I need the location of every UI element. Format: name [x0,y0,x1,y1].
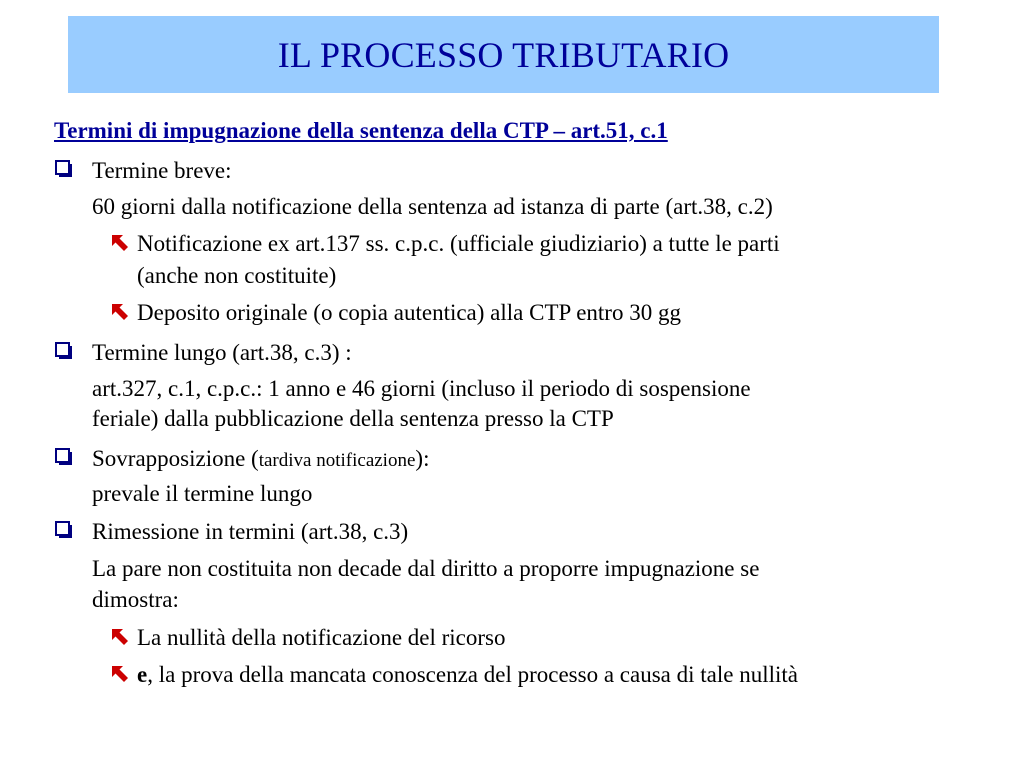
breve-sub-1-line-1: Notificazione ex art.137 ss. c.p.c. (ufficiale giudiziario) a tutte le parti [137,231,780,256]
arrow-up-left-bullet-icon [110,627,130,647]
rimessione-sub-2-bold: e [137,662,148,687]
checkbox-bullet-icon [55,342,73,360]
termine-breve-label: Termine breve: [92,158,232,183]
rimessione-sub-2-rest: , la prova della mancata conoscenza del processo a causa di tale nullità [147,662,798,687]
sovrapposizione-desc: prevale il termine lungo [92,481,313,506]
sovrapposizione-label [92,445,429,474]
termine-lungo-desc-line-1: art.327, c.1, c.p.c.: 1 anno e 46 giorni (incluso il periodo di sospensione [92,376,751,401]
rimessione-label: Rimessione in termini (art.38, c.3) [92,519,409,544]
termine-lungo-label: Termine lungo (art.38, c.3) : [92,340,352,365]
rimessione-sub-2 [137,661,798,688]
arrow-up-left-bullet-icon [110,664,130,684]
checkbox-bullet-icon [55,448,73,466]
checkbox-bullet-icon [55,521,73,539]
sovrapposizione-main: Sovrapposizione ( [92,446,259,471]
breve-sub-1-line-2: (anche non costituite) [137,263,337,288]
slide-title: IL PROCESSO TRIBUTARIO [277,34,730,75]
breve-sub-2: Deposito originale (o copia autentica) alla CTP entro 30 gg [137,300,681,325]
rimessione-desc-line-1: La pare non costituita non decade dal diritto a proporre impugnazione se [92,556,760,581]
termine-breve-desc: 60 giorni dalla notificazione della sentenza ad istanza di parte (art.38, c.2) [92,194,773,219]
rimessione-desc-line-2: dimostra: [92,587,179,612]
sovrapposizione-small: tardiva notificazione [258,450,416,471]
sovrapposizione-end: ): [415,446,430,471]
rimessione-sub-1: La nullità della notificazione del ricorso [137,625,506,650]
arrow-up-left-bullet-icon [110,233,130,253]
section-heading: Termini di impugnazione della sentenza della CTP – art.51, c.1 [54,118,668,143]
checkbox-bullet-icon [55,160,73,178]
termine-lungo-desc-line-2: feriale) dalla pubblicazione della sentenza presso la CTP [92,406,614,431]
arrow-up-left-bullet-icon [110,302,130,322]
